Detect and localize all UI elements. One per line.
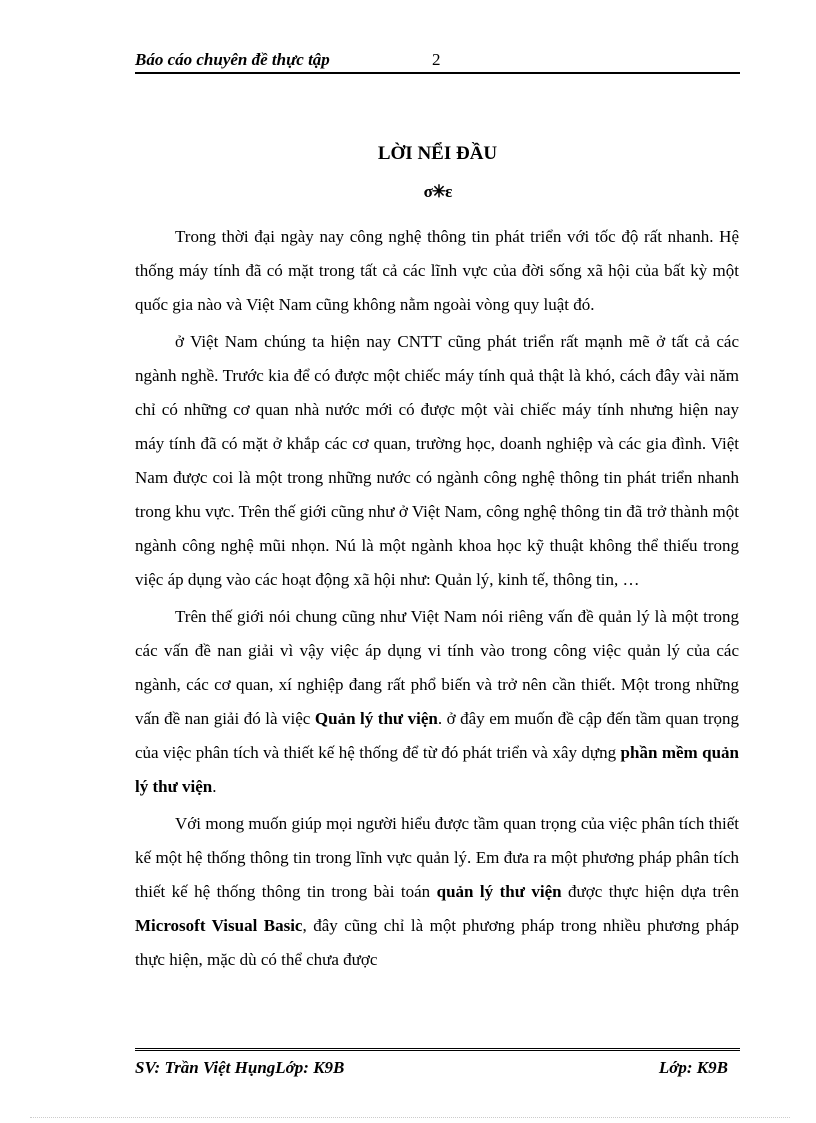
header-title: Báo cáo chuyên đề thực tập (135, 50, 330, 69)
page-edge-rule (30, 1117, 790, 1118)
ornament-divider: σ✳ε (423, 182, 452, 201)
paragraph-text: . (212, 777, 217, 796)
page-title: LỜI NỂI ĐẦU (377, 143, 498, 164)
document-body (135, 220, 739, 980)
paragraph-3 (135, 600, 739, 804)
paragraph-text: được thực hiện dựa trên (561, 882, 739, 901)
bold-term-library-management: quản lý thư viện (436, 882, 562, 901)
paragraph-text: , đây cũng chỉ là một phương pháp trong nhiều phương pháp thực hiện, mặc dù có thể chưa được (135, 916, 739, 969)
paragraph-4 (135, 807, 739, 977)
page-header (135, 48, 740, 74)
footer-class: Lớp: K9B (658, 1058, 728, 1077)
page-number: 2 (432, 50, 441, 69)
paragraph-text: Với mong muốn giúp mọi người hiểu được tầm quan trọng của việc phân tích thiết kế một hệ thống thông tin trong lĩnh vực quản lý. Em đưa ra một phương pháp phân tích thiết kế hệ thống thông tin trong bài toán (135, 814, 739, 901)
paragraph-text: . ở đây em muốn đề cập đến tầm quan trọng của việc phân tích và thiết kế hệ thống để từ đó phát triển và xây dựng (135, 709, 739, 762)
paragraph-1 (135, 220, 739, 322)
paragraph-text: Trên thế giới nói chung cũng như Việt Nam nói riêng vấn đề quản lý là một trong các vấn đề nan giải vì vậy việc áp dụng vi tính vào trong công việc quản lý của các ngành, các cơ quan, xí nghiệp đang rất phổ biến và trở nên cần thiết. Một trong những vấn đề nan giải đó là việc (135, 607, 739, 728)
bold-term-library-management: Quản lý thư viện (314, 709, 438, 728)
paragraph-2 (135, 325, 739, 597)
page-footer (135, 1048, 740, 1079)
bold-term-library-software: phần mềm quản lý thư viện (135, 743, 739, 796)
bold-term-visual-basic: Microsoft Visual Basic (135, 916, 303, 935)
footer-student: SV: Trần Việt HụngLớp: K9B (135, 1058, 345, 1077)
paragraph-text: ở Việt Nam chúng ta hiện nay CNTT cũng phát triển rất mạnh mẽ ở tất cả các ngành nghề. Trước kia để có được một chiếc máy tính quả thật là khó, cách đây vài năm chỉ có những cơ quan nhà nước mới có được một vài chiếc máy tính nhưng hiện nay máy tính đã có mặt ở khắp các cơ quan, trường học, doanh nghiệp và các gia đình. Việt Nam được coi là một trong những nước có ngành công nghệ thông tin phát triển nhanh trong khu vực. Trên thế giới cũng như ở Việt Nam, công nghệ thông tin đã trở thành một ngành công nghệ mũi nhọn. Nú là một ngành khoa học kỹ thuật không thể thiếu trong việc áp dụng vào các hoạt động xã hội như: Quản lý, kinh tế, thông tin, … (135, 332, 739, 589)
paragraph-text: Trong thời đại ngày nay công nghệ thông tin phát triển với tốc độ rất nhanh. Hệ thống máy tính đã có mặt trong tất cả các lĩnh vực của đời sống xã hội của bất kỳ một quốc gia nào và Việt Nam cũng không nằm ngoài vòng quy luật đó. (135, 227, 739, 314)
